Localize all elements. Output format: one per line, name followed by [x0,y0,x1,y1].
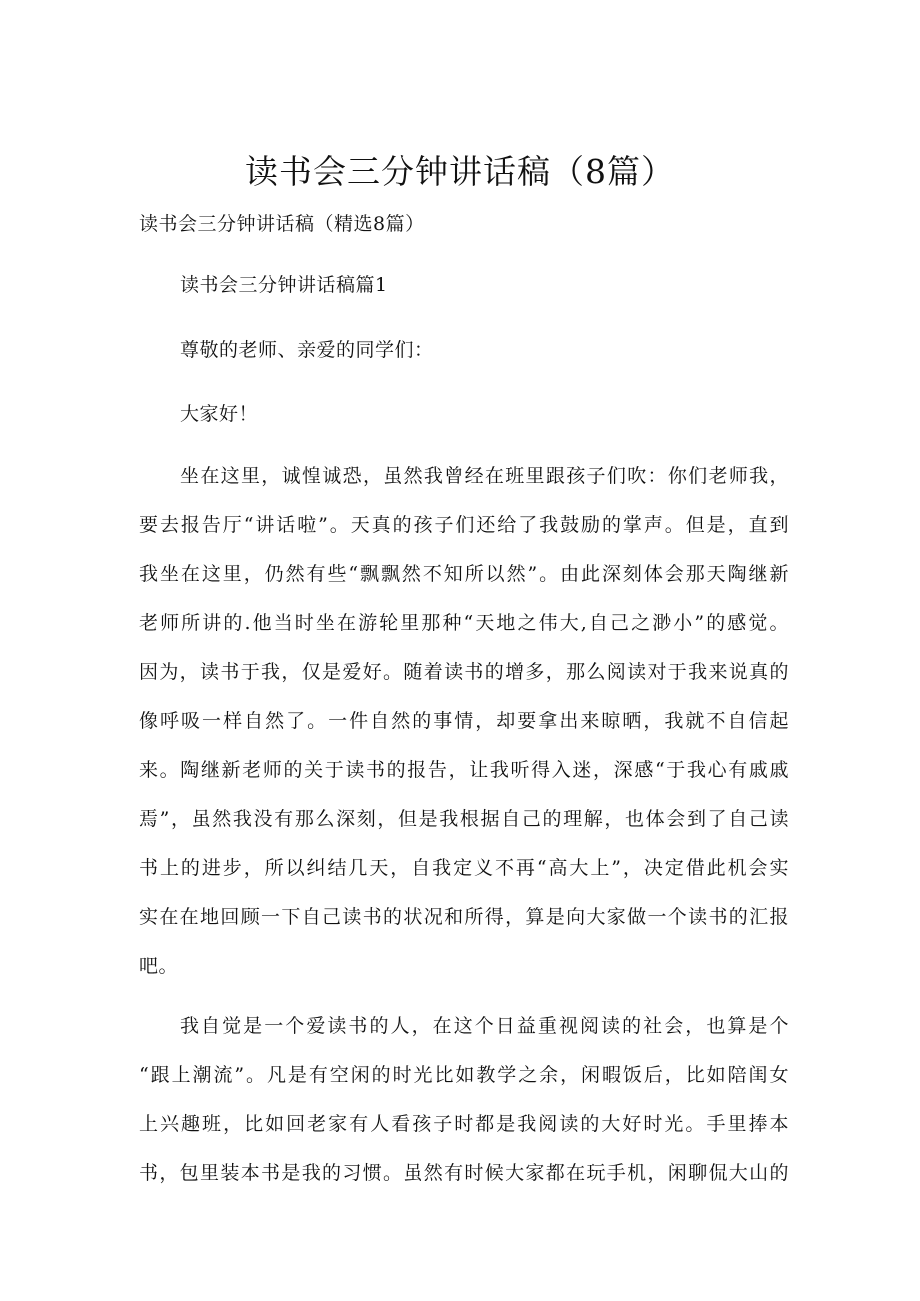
paragraph-line: 我自觉是一个爱读书的人，在这个日益重视阅读的社会，也算是个 [180,1015,789,1037]
paragraph-line: 我坐在这里，仍然有些“飘飘然不知所以然”。由此深刻体会那天陶继新 [139,563,789,585]
paragraph-line: 吧。 [139,955,179,977]
paragraph-line: 坐在这里，诚惶诚恐，虽然我曾经在班里跟孩子们吹：你们老师我， [180,465,789,487]
paragraph-line: 上兴趣班，比如回老家有人看孩子时都是我阅读的大好时光。手里捧本 [139,1113,789,1135]
salutation: 尊敬的老师、亲爱的同学们： [180,339,434,361]
greeting: 大家好！ [180,403,259,425]
document-title: 读书会三分钟讲话稿（8篇） [245,152,675,191]
chapter-heading: 读书会三分钟讲话稿篇1 [180,274,388,296]
paragraph-line: 书，包里装本书是我的习惯。虽然有时候大家都在玩手机，闲聊侃大山的 [139,1162,789,1184]
paragraph-line: 焉”，虽然我没有那么深刻，但是我根据自己的理解，也体会到了自己读 [139,808,789,830]
paragraph-line: 像呼吸一样自然了。一件自然的事情，却要拿出来晾晒，我就不自信起 [139,710,789,732]
document-subtitle: 读书会三分钟讲话稿（精选8篇） [139,213,425,235]
paragraph-line: 因为，读书于我，仅是爱好。随着读书的增多，那么阅读对于我来说真的 [139,661,789,683]
paragraph-line: 要去报告厅“讲话啦”。天真的孩子们还给了我鼓励的掌声。但是，直到 [139,514,789,536]
paragraph-line: 来。陶继新老师的关于读书的报告，让我听得入迷，深感“于我心有戚戚 [139,759,789,781]
paragraph-line: 老师所讲的.他当时坐在游轮里那种“天地之伟大,自己之渺小”的感觉。 [139,612,789,634]
paragraph-line: “跟上潮流”。凡是有空闲的时光比如教学之余，闲暇饭后，比如陪闺女 [139,1064,789,1086]
paragraph-line: 实在在地回顾一下自己读书的状况和所得，算是向大家做一个读书的汇报 [139,906,789,928]
paragraph-line: 书上的进步，所以纠结几天，自我定义不再“高大上”，决定借此机会实 [139,857,789,879]
